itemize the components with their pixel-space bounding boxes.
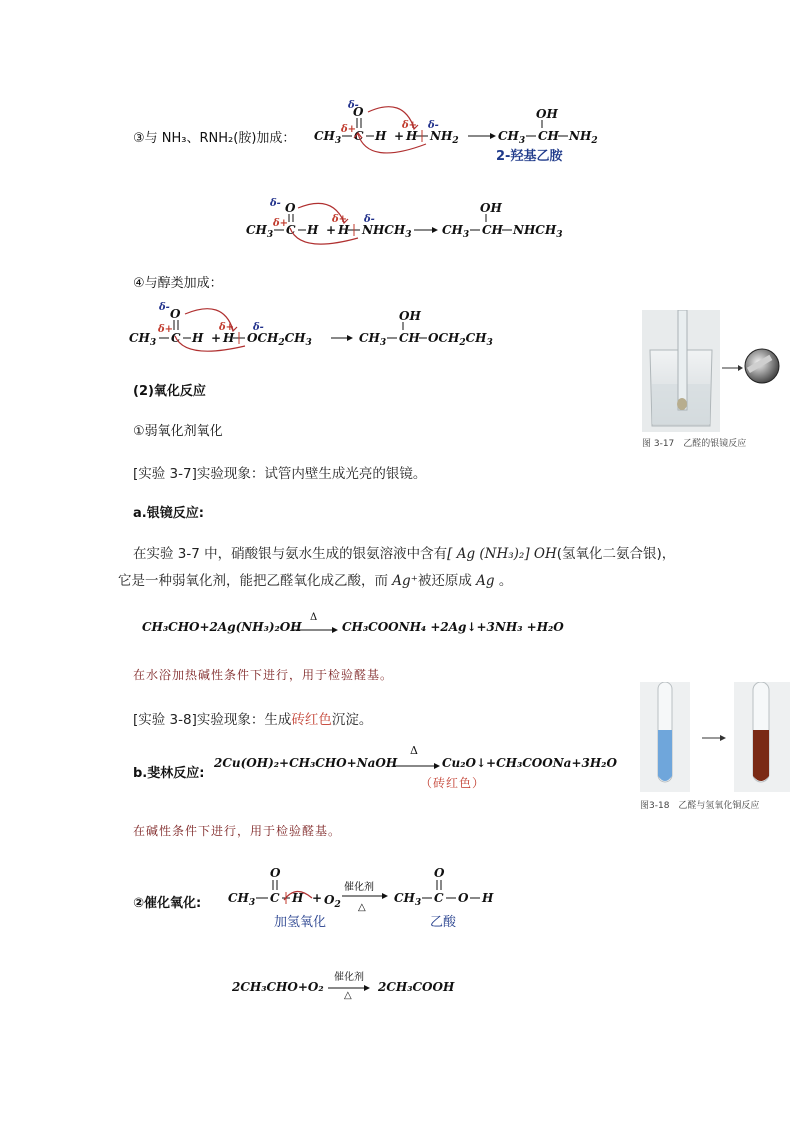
svg-text:H: H: [338, 223, 350, 237]
svg-text:C: C: [171, 331, 181, 345]
svg-text:H: H: [292, 891, 304, 905]
svg-text:OCH2CH3: $OCH_2CH_3$: [428, 331, 493, 348]
svg-text:δ-: δ-: [270, 198, 281, 209]
svg-text:δ-: δ-: [348, 100, 359, 111]
svg-text:NHCH3: $NHCH_3$: [513, 223, 563, 240]
svg-text:δ-: δ-: [253, 322, 264, 333]
copper-hydroxide-tubes-image: [640, 682, 790, 792]
silver-mirror-title: a.银镜反应:: [133, 506, 204, 521]
svg-text:δ+: δ+: [219, 322, 235, 333]
svg-text:O: O: [170, 307, 181, 321]
figure-3-17: [642, 310, 782, 449]
svg-text:δ+: δ+: [402, 120, 418, 131]
svg-text:O: O: [458, 891, 469, 905]
product-name-2-hydroxyethylamine: 2-羟基乙胺: [496, 149, 563, 164]
experiment-3-8-text: [实验 3-8]实验现象：生成砖红色沉淀。: [133, 712, 373, 728]
amine-addition-reaction-1: [308, 98, 608, 168]
hydrogen-oxidation-note: 加氢氧化: [274, 915, 327, 930]
paragraph-line-1: 在实验 3-7 中，硝酸银与氨水生成的银氨溶液中含有[ Ag (NH₃)₂] OH(氢氧化二氨合银)，: [133, 546, 676, 562]
note-water-bath: 在水浴加热碱性条件下进行，用于检验醛基。: [133, 668, 394, 682]
svg-text:OH: OH: [480, 201, 502, 215]
fehling-equation: 2Cu(OH)₂+CH₃CHO+NaOH Δ Cu₂O↓+CH₃COONa+3H₂O （砖红色）: [214, 744, 617, 790]
svg-text:OH: OH: [399, 309, 421, 323]
svg-text:+: +: [312, 891, 323, 905]
amine-addition-reaction-2: [240, 196, 580, 246]
svg-text:CH3: $CH_3$: [246, 223, 274, 240]
svg-text:OH: OH: [536, 107, 558, 121]
fehling-brick-red-note: （砖红色）: [420, 776, 486, 790]
note-alkaline: 在碱性条件下进行，用于检验醛基。: [133, 824, 342, 838]
svg-text:C: C: [434, 891, 444, 905]
weak-oxidant-heading: ①弱氧化剂氧化: [133, 424, 223, 439]
svg-text:O: O: [353, 105, 364, 119]
svg-text:C: C: [270, 891, 280, 905]
svg-text:δ+: δ+: [341, 124, 357, 135]
svg-text:+: +: [326, 223, 337, 237]
experiment-3-7-text: [实验 3-7]实验现象：试管内壁生成光亮的银镜。: [133, 466, 427, 482]
svg-text:H: H: [192, 331, 204, 345]
svg-text:△: △: [358, 902, 366, 913]
svg-text:δ-: δ-: [364, 214, 375, 225]
svg-text:CH: CH: [482, 223, 503, 237]
figure-3-18: [640, 682, 790, 811]
svg-text:δ+: δ+: [158, 324, 174, 335]
acetic-acid-label: 乙酸: [430, 915, 457, 930]
svg-text:O: O: [270, 866, 281, 880]
svg-text:CH3: $CH_3$: [442, 223, 470, 240]
svg-text:OCH2CH3: $OCH_2CH_3$: [247, 331, 312, 348]
fehling-title: b.斐林反应:: [133, 766, 205, 781]
svg-text:+: +: [394, 129, 405, 143]
svg-text:CH3: $CH_3$: [394, 891, 422, 908]
svg-text:H: H: [482, 891, 494, 905]
figure-3-17-caption: 图 3-17 乙醛的银镜反应: [642, 439, 747, 449]
svg-text:δ-: δ-: [428, 120, 439, 131]
svg-text:催化剂: 催化剂: [344, 882, 374, 893]
svg-text:δ+: δ+: [273, 218, 289, 229]
svg-text:CH3: $CH_3$: [498, 129, 526, 146]
section-4-label: ④与醇类加成：: [133, 276, 223, 291]
svg-text:CH3: $CH_3$: [359, 331, 387, 348]
svg-text:δ+: δ+: [332, 214, 348, 225]
svg-text:H: H: [375, 129, 387, 143]
svg-text:CH: CH: [538, 129, 559, 143]
svg-text:O2: $O_2$: [324, 893, 341, 910]
svg-text:NH2: $NH_2$: [569, 129, 598, 146]
svg-text:δ-: δ-: [159, 302, 170, 313]
svg-text:NHCH3: $NHCH_3$: [362, 223, 412, 240]
svg-text:O: O: [434, 866, 445, 880]
svg-text:CH3: $CH_3$: [129, 331, 157, 348]
svg-text:CH3: $CH_3$: [228, 891, 256, 908]
svg-text:C: C: [354, 129, 364, 143]
r1-ch3: $CH_3$: [314, 129, 342, 146]
svg-text:H: H: [406, 129, 418, 143]
paragraph-line-2: 它是一种弱氧化剂，能把乙醛氧化成乙酸，而 Ag⁺被还原成 Ag 。: [118, 573, 513, 589]
svg-text:CH: CH: [399, 331, 420, 345]
alcohol-addition-reaction: [125, 300, 525, 352]
svg-text:H: H: [307, 223, 319, 237]
section-3-label: ③与 NH₃、RNH₂(胺)加成：: [133, 131, 296, 146]
svg-text:O: O: [285, 201, 296, 215]
silver-mirror-equation: CH₃CHO+2Ag(NH₃)₂OH Δ CH₃COONH₄ +2Ag↓+3NH₃ +H₂O: [142, 612, 564, 634]
svg-text:H: H: [223, 331, 235, 345]
svg-text:C: C: [286, 223, 296, 237]
catalytic-oxidation-equation-2: 2CH₃CHO+O₂ 催化剂 △ 2CH₃COOH: [232, 972, 455, 1001]
catalytic-oxidation-reaction: [226, 864, 526, 934]
silver-mirror-beaker-image: [642, 310, 782, 432]
figure-3-18-caption: 图3-18 乙醛与氢氧化铜反应: [640, 801, 760, 811]
section-2-title: (2)氧化反应: [133, 384, 206, 399]
catalytic-oxidation-label: ②催化氧化:: [133, 896, 202, 911]
svg-text:+: +: [211, 331, 222, 345]
r1-nh2: $NH_2$: [430, 129, 459, 146]
